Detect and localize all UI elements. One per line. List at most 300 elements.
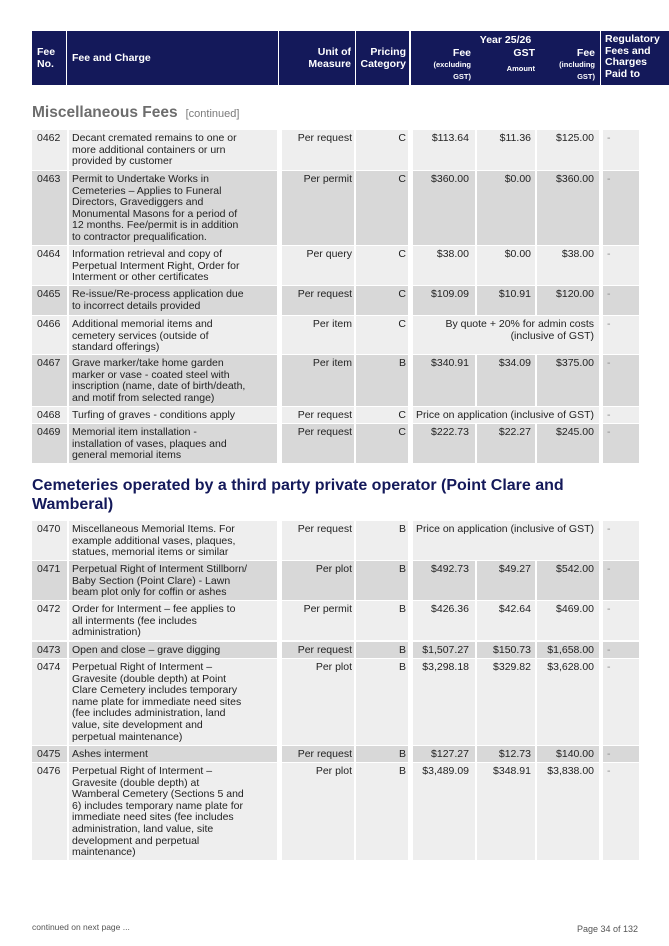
price-note: Price on application (inclusive of GST) [416, 409, 594, 421]
fee-desc-line: development and perpetual [72, 834, 200, 847]
unit-of-measure: Per plot [315, 563, 352, 575]
pricing-category: C [398, 409, 406, 421]
fee-incl: $140.00 [556, 748, 594, 760]
fee-no-cell [32, 286, 67, 315]
pricing-category: B [398, 563, 406, 575]
regulatory-cell [603, 130, 639, 170]
pricing-category-cell [356, 316, 408, 354]
gst-cell [477, 601, 535, 640]
fee-no-cell [32, 424, 67, 463]
pricing-category-cell [356, 642, 408, 658]
header-fee-no-line1: Fee [37, 46, 56, 58]
fee-desc-line: 12 months. Fee/permit is in addition [72, 219, 239, 232]
unit-of-measure-cell [282, 424, 354, 463]
fee-desc-line: Perpetual Right of Interment – [72, 661, 213, 673]
fee-no-cell [32, 316, 67, 354]
pricing-category: B [398, 603, 406, 615]
gst-amount: $0.00 [504, 248, 531, 260]
fee-excl-cell [413, 746, 475, 762]
gst-amount: $329.82 [493, 661, 531, 673]
unit-of-measure: Per plot [315, 661, 352, 673]
fee-excl: $109.09 [431, 288, 469, 300]
gst-amount: $49.27 [498, 563, 531, 575]
gst-cell [477, 659, 535, 745]
table-row [32, 642, 639, 658]
pricing-category: B [398, 644, 406, 656]
regulatory: - [607, 603, 611, 615]
fee-desc-line: standard offerings) [72, 341, 160, 354]
fee-excl: $3,298.18 [422, 661, 469, 673]
price-span-cell [413, 407, 599, 423]
fee-incl-cell [537, 601, 599, 640]
fee-excl: $3,489.09 [422, 765, 469, 777]
fee-desc-line: example additional vases, plaques, [72, 534, 236, 547]
fee-incl: $120.00 [556, 288, 594, 300]
gst-amount: $12.73 [498, 748, 531, 760]
fee-desc-line: Cemeteries – Applies to Funeral [72, 184, 222, 197]
fee-desc-line: Miscellaneous Memorial Items. For [72, 523, 235, 535]
header-year: Year 25/26 [479, 34, 532, 46]
fee-desc-line: installation of vases, plaques and [72, 437, 227, 450]
fee-desc-line: Wamberal Cemetery (Sections 5 and [72, 788, 244, 801]
fee-no: 0475 [37, 748, 61, 760]
regulatory: - [607, 357, 611, 369]
fee-no: 0468 [37, 409, 61, 421]
regulatory: - [607, 661, 611, 673]
table-row [32, 659, 639, 745]
fee-desc-line: name plate for immediate need sites [72, 695, 242, 708]
fee-no-cell [32, 642, 67, 658]
fee-desc-line: provided by customer [72, 155, 173, 168]
unit-of-measure: Per item [312, 318, 352, 330]
fee-desc-cell [69, 521, 277, 560]
unit-of-measure: Per request [297, 748, 352, 760]
price-note: By quote + 20% for admin costs [445, 318, 594, 330]
fee-no: 0473 [37, 644, 61, 656]
fee-desc-line: perpetual maintenance) [72, 730, 183, 743]
fee-excl-cell [413, 171, 475, 245]
fee-incl: $38.00 [561, 248, 594, 260]
gst-cell [477, 642, 535, 658]
regulatory-cell [603, 642, 639, 658]
unit-of-measure-cell [282, 286, 354, 315]
fee-incl-cell [537, 171, 599, 245]
pricing-category-cell [356, 659, 408, 745]
fee-desc-line: all interments (fee includes [72, 614, 197, 627]
unit-of-measure-cell [282, 246, 354, 285]
fee-no-cell [32, 171, 67, 245]
regulatory-cell [603, 659, 639, 745]
fee-desc-line: administration, land value, site [72, 823, 214, 835]
gst-cell [477, 424, 535, 463]
fee-desc-line: value, site development and [72, 719, 203, 731]
fee-desc-cell [69, 763, 277, 860]
fee-no: 0472 [37, 603, 61, 615]
table-row [32, 316, 639, 354]
fee-desc-line: Baby Section (Point Clare) - Lawn [72, 574, 231, 587]
misc-continued: [continued] [185, 108, 240, 120]
gst-amount: $42.64 [498, 603, 531, 615]
fee-incl: $542.00 [556, 563, 594, 575]
fee-excl-cell [413, 130, 475, 170]
pricing-category-cell [356, 355, 408, 406]
unit-of-measure: Per request [297, 288, 352, 300]
fee-excl: $222.73 [431, 426, 469, 438]
fee-desc-line: 6) includes temporary name plate for [72, 799, 243, 812]
table-row [32, 521, 639, 560]
gst-amount: $0.00 [504, 173, 531, 185]
header-pc-line1: Pricing [370, 46, 406, 58]
fee-excl: $426.36 [431, 603, 469, 615]
regulatory: - [607, 288, 611, 300]
fee-incl: $375.00 [556, 357, 594, 369]
fee-desc-line: Turfing of graves - conditions apply [72, 409, 236, 421]
fee-excl: $127.27 [431, 748, 469, 760]
continued-note: continued on next page ... [32, 922, 130, 932]
pricing-category: B [398, 748, 406, 760]
fee-desc-line: to contractor prequalification. [72, 231, 207, 243]
gst-cell [477, 355, 535, 406]
regulatory-cell [603, 246, 639, 285]
fee-incl: $125.00 [556, 132, 594, 144]
fee-no: 0467 [37, 357, 61, 369]
fee-desc-cell [69, 130, 277, 170]
page-number: Page 34 of 132 [576, 924, 638, 934]
fee-desc-line: Monumental Masons for a period of [72, 207, 238, 220]
fee-desc-line: Gravesite (double depth) at Point [72, 672, 227, 685]
table-row [32, 286, 639, 315]
fee-desc-line: beam plot only for coffin or ashes [72, 586, 227, 599]
table-row [32, 355, 639, 406]
regulatory: - [607, 523, 611, 535]
pricing-category-cell [356, 601, 408, 640]
table-row [32, 601, 639, 640]
fee-desc-line: Re-issue/Re-process application due [72, 288, 244, 300]
fee-desc-line: Order for Interment – fee applies to [72, 603, 236, 615]
pricing-category-cell [356, 407, 408, 423]
fee-incl-cell [537, 130, 599, 170]
fee-incl-cell [537, 286, 599, 315]
regulatory: - [607, 132, 611, 144]
fee-desc-line: more additional containers or urn [72, 143, 226, 156]
unit-of-measure-cell [282, 642, 354, 658]
table-row [32, 130, 639, 170]
gst-cell [477, 286, 535, 315]
table-row [32, 746, 639, 762]
fee-excl-cell [413, 642, 475, 658]
fee-desc-cell [69, 316, 277, 354]
pricing-category-cell [356, 746, 408, 762]
fee-desc-cell [69, 286, 277, 315]
price-note: (inclusive of GST) [510, 329, 594, 342]
table-row [32, 424, 639, 463]
section-title-cemeteries: Cemeteries operated by a third party private operator (Point Clare and Wamberal) [32, 477, 564, 513]
fee-desc-line: (fee includes administration, land [72, 707, 226, 720]
pricing-category: B [398, 765, 406, 777]
fee-no: 0466 [37, 318, 61, 330]
fee-excl-cell [413, 601, 475, 640]
fee-desc-line: Perpetual Interment Right, Order for [72, 259, 240, 272]
unit-of-measure-cell [282, 316, 354, 354]
fee-desc-line: Perpetual Right of Interment Stillborn/ [72, 563, 248, 575]
fee-desc-cell [69, 355, 277, 406]
table-header [32, 31, 660, 85]
gst-amount: $22.27 [498, 426, 531, 438]
fee-excl: $1,507.27 [422, 644, 469, 656]
unit-of-measure: Per item [312, 357, 352, 369]
fee-no-cell [32, 659, 67, 745]
fee-desc-line: statues, memorial items or similar [72, 546, 229, 559]
header-fee-excl: Fee (excluding GST) [433, 47, 471, 81]
regulatory-cell [603, 316, 639, 354]
section-title-misc [32, 104, 239, 122]
fee-desc-cell [69, 171, 277, 245]
price-span-cell [413, 316, 599, 354]
header-gst-amount: GST Amount [506, 47, 535, 73]
fee-excl: $38.00 [436, 248, 469, 260]
regulatory-cell [603, 763, 639, 860]
regulatory: - [607, 318, 611, 330]
fee-desc-line: Open and close – grave digging [72, 644, 221, 656]
regulatory-cell [603, 407, 639, 423]
header-fee-and-charge-label: Fee and Charge [72, 52, 151, 64]
unit-of-measure-cell [282, 763, 354, 860]
pricing-category: C [398, 248, 406, 260]
price-note: Price on application (inclusive of GST) [416, 523, 594, 535]
header-uom-line1: Unit of [317, 46, 351, 58]
fee-incl-cell [537, 355, 599, 406]
gst-cell [477, 561, 535, 600]
regulatory: - [607, 409, 611, 421]
unit-of-measure-cell [282, 601, 354, 640]
unit-of-measure-cell [282, 130, 354, 170]
gst-cell [477, 763, 535, 860]
fee-desc-line: and motif from selected range) [72, 391, 215, 404]
unit-of-measure: Per request [297, 132, 352, 144]
pricing-category-cell [356, 171, 408, 245]
fee-no-cell [32, 561, 67, 600]
fee-incl-cell [537, 246, 599, 285]
table-row [32, 407, 639, 423]
fee-no: 0476 [37, 765, 61, 777]
fee-desc-line: Information retrieval and copy of [72, 248, 222, 260]
unit-of-measure: Per permit [303, 173, 352, 185]
fee-excl: $492.73 [431, 563, 469, 575]
fee-desc-line: to incorrect details provided [72, 299, 201, 312]
fee-excl-cell [413, 424, 475, 463]
pricing-category-cell [356, 763, 408, 860]
fee-no-cell [32, 763, 67, 860]
gst-amount: $10.91 [498, 288, 531, 300]
gst-amount: $11.36 [499, 132, 531, 144]
fee-desc-line: Permit to Undertake Works in [72, 173, 209, 185]
fee-excl-cell [413, 355, 475, 406]
fee-desc-cell [69, 407, 277, 423]
fee-incl-cell [537, 746, 599, 762]
gst-amount: $150.73 [493, 644, 531, 656]
gst-cell [477, 746, 535, 762]
fee-incl-cell [537, 561, 599, 600]
regulatory-cell [603, 521, 639, 560]
pricing-category-cell [356, 246, 408, 285]
unit-of-measure: Per plot [315, 765, 352, 777]
regulatory-cell [603, 171, 639, 245]
fee-no-cell [32, 246, 67, 285]
header-fee-incl: Fee (including GST) [559, 47, 595, 81]
header-pc-line2: Category [360, 58, 406, 70]
gst-cell [477, 246, 535, 285]
header-pricing-category [356, 31, 409, 85]
fee-desc-cell [69, 424, 277, 463]
table-row [32, 246, 639, 285]
gst-cell [477, 171, 535, 245]
regulatory-cell [603, 355, 639, 406]
pricing-category-cell [356, 424, 408, 463]
regulatory-cell [603, 286, 639, 315]
unit-of-measure: Per request [297, 523, 352, 535]
header-uom-line2: Measure [308, 58, 351, 70]
fee-desc-cell [69, 561, 277, 600]
unit-of-measure-cell [282, 355, 354, 406]
fee-no-cell [32, 407, 67, 423]
fee-no: 0469 [37, 426, 61, 438]
price-span-cell [413, 521, 599, 560]
pricing-category: C [398, 426, 406, 438]
unit-of-measure-cell [282, 407, 354, 423]
fee-no-cell [32, 746, 67, 762]
fee-no: 0470 [37, 523, 61, 535]
fee-no: 0465 [37, 288, 61, 300]
fee-desc-line: Clare Cemetery includes temporary [72, 684, 238, 697]
fee-desc-cell [69, 746, 277, 762]
unit-of-measure-cell [282, 746, 354, 762]
table-row [32, 171, 639, 245]
fee-desc-cell [69, 642, 277, 658]
fee-no-cell [32, 601, 67, 640]
pricing-category-cell [356, 521, 408, 560]
fee-desc-cell [69, 246, 277, 285]
pricing-category: C [398, 318, 406, 330]
fee-no: 0462 [37, 132, 61, 144]
header-year-group [411, 31, 600, 85]
pricing-category-cell [356, 130, 408, 170]
regulatory-cell [603, 424, 639, 463]
fee-desc-line: cemetery services (outside of [72, 329, 209, 342]
header-unit-of-measure [279, 31, 355, 85]
gst-amount: $348.91 [493, 765, 531, 777]
pricing-category: C [398, 288, 406, 300]
fee-incl-cell [537, 763, 599, 860]
fee-incl-cell [537, 424, 599, 463]
table-row [32, 561, 639, 600]
regulatory: - [607, 248, 611, 260]
regulatory: - [607, 563, 611, 575]
fee-desc-cell [69, 659, 277, 745]
fee-desc-line: Gravesite (double depth) at [72, 776, 200, 789]
fee-incl: $1,658.00 [547, 644, 594, 656]
fee-incl: $3,628.00 [547, 661, 594, 673]
fee-no: 0474 [37, 661, 61, 673]
misc-title-text: Miscellaneous Fees [32, 104, 178, 121]
fee-incl-cell [537, 659, 599, 745]
fee-desc-line: Decant cremated remains to one or [72, 132, 237, 144]
pricing-category-cell [356, 286, 408, 315]
fee-excl: $340.91 [431, 357, 469, 369]
fee-desc-line: general memorial items [72, 449, 182, 462]
regulatory-cell [603, 561, 639, 600]
unit-of-measure-cell [282, 521, 354, 560]
fee-excl-cell [413, 286, 475, 315]
fee-no: 0464 [37, 248, 61, 260]
pricing-category: C [398, 132, 406, 144]
unit-of-measure: Per permit [303, 603, 352, 615]
fee-incl: $245.00 [556, 426, 594, 438]
fee-no: 0471 [37, 563, 61, 575]
fee-no-cell [32, 130, 67, 170]
header-fee-and-charge [67, 31, 278, 85]
unit-of-measure: Per request [297, 426, 352, 438]
pricing-category: C [398, 173, 406, 185]
fee-desc-line: Grave marker/take home garden [72, 357, 224, 369]
pricing-category: B [398, 523, 406, 535]
fee-desc-line: administration) [72, 626, 141, 639]
fee-desc-line: Interment or other certificates [72, 271, 209, 284]
fee-desc-line: Directors, Gravediggers and [72, 196, 204, 209]
fee-desc-line: inscription (name, date of birth/death, [72, 380, 246, 393]
regulatory-cell [603, 746, 639, 762]
unit-of-measure: Per request [297, 644, 352, 656]
table-row [32, 763, 639, 860]
fee-excl-cell [413, 763, 475, 860]
regulatory: - [607, 173, 611, 185]
fee-incl-cell [537, 642, 599, 658]
regulatory: - [607, 765, 611, 777]
fee-incl: $3,838.00 [547, 765, 594, 777]
fee-incl: $360.00 [556, 173, 594, 185]
fee-desc-line: marker or vase - coated steel with [72, 368, 230, 381]
header-fee-no-line2: No. [37, 58, 54, 70]
pricing-category-cell [356, 561, 408, 600]
fee-desc-line: maintenance) [72, 846, 136, 859]
fee-excl-cell [413, 246, 475, 285]
fee-desc-line: Ashes interment [72, 748, 148, 760]
fee-incl: $469.00 [556, 603, 594, 615]
gst-amount: $34.09 [498, 357, 531, 369]
header-regulatory: Regulatory Fees and Charges Paid to [601, 31, 669, 85]
unit-of-measure: Per query [306, 248, 352, 260]
unit-of-measure-cell [282, 561, 354, 600]
fee-excl: $360.00 [431, 173, 469, 185]
fee-desc-cell [69, 601, 277, 640]
header-fee-no [32, 31, 66, 85]
unit-of-measure-cell [282, 171, 354, 245]
fee-excl: $113.64 [431, 132, 469, 144]
pricing-category: B [398, 661, 406, 673]
fee-desc-line: Additional memorial items and [72, 318, 213, 330]
fee-no-cell [32, 355, 67, 406]
fee-desc-line: immediate need sites (fee includes [72, 811, 234, 824]
regulatory: - [607, 426, 611, 438]
regulatory-cell [603, 601, 639, 640]
fee-excl-cell [413, 659, 475, 745]
fee-no: 0463 [37, 173, 61, 185]
fee-desc-line: Memorial item installation - [72, 426, 197, 438]
unit-of-measure: Per request [297, 409, 352, 421]
regulatory: - [607, 748, 611, 760]
regulatory: - [607, 644, 611, 656]
gst-cell [477, 130, 535, 170]
unit-of-measure-cell [282, 659, 354, 745]
